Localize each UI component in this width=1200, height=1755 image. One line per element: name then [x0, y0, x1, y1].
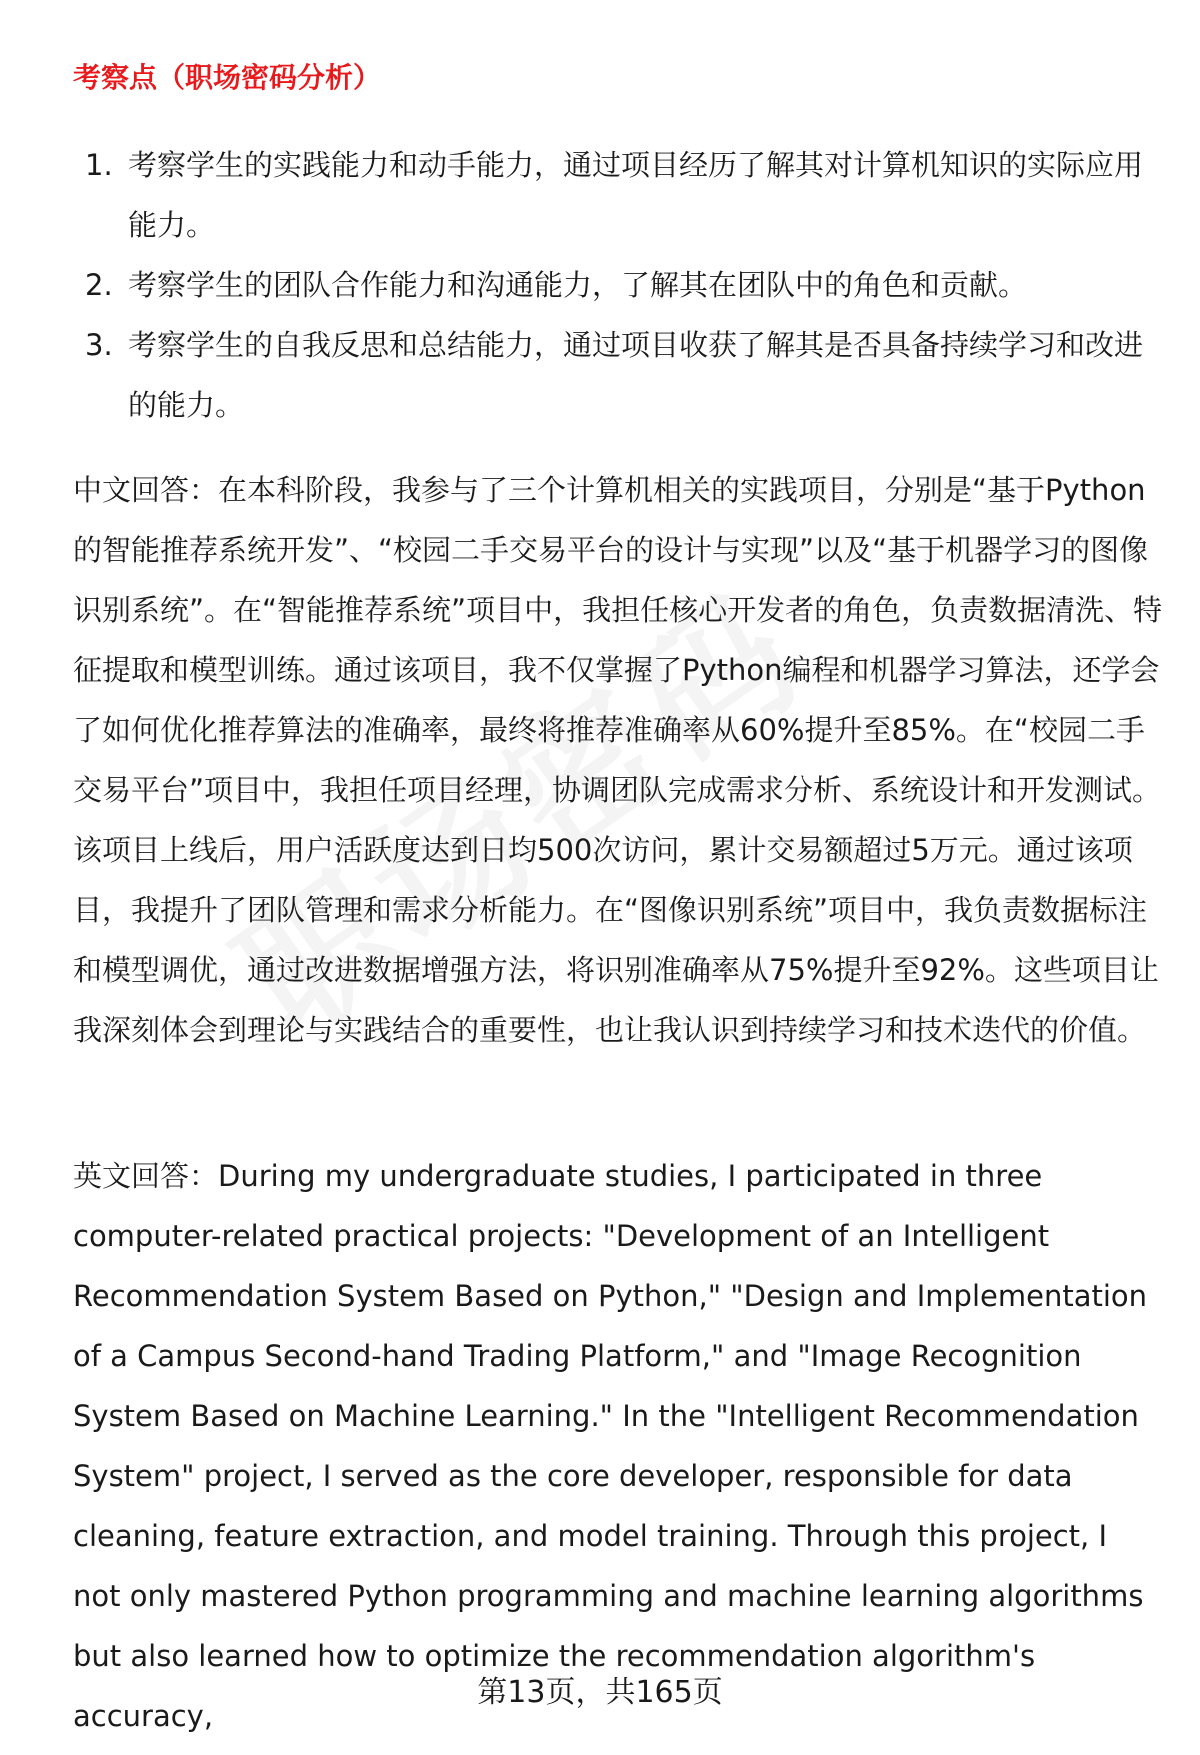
list-item-number: 2.	[85, 268, 113, 302]
chinese-answer-label: 中文回答：	[73, 473, 219, 507]
english-answer	[73, 1146, 1163, 1746]
list-item-text: 考察学生的实践能力和动手能力，通过项目经历了解其对计算机知识的实际应用能力。	[128, 148, 1144, 242]
list-item	[73, 315, 1153, 435]
list-item	[73, 135, 1153, 255]
chinese-answer-text: 在本科阶段，我参与了三个计算机相关的实践项目，分别是“基于Python的智能推荐系统开发”、“校园二手交易平台的设计与实现”以及“基于机器学习的图像识别系统”。在“智能推荐系统”项目中，我担任核心开发者的角色，负责数据清洗、特征提取和模型训练。通过该项目，我不仅掌握了Python编程和机器学习算法，还学会了如何优化推荐算法的准确率，最终将推荐准确率从60%提升至85%。在“校园二手交易平台”项目中，我担任项目经理，协调团队完成需求分析、系统设计和开发测试。该项目上线后，用户活跃度达到日均500次访问，累计交易额超过5万元。通过该项目，我提升了团队管理和需求分析能力。在“图像识别系统”项目中，我负责数据标注和模型调优，通过改进数据增强方法，将识别准确率从75%提升至92%。这些项目让我深刻体会到理论与实践结合的重要性，也让我认识到持续学习和技术迭代的价值。	[73, 473, 1163, 1047]
assessment-points-list	[73, 135, 1153, 435]
chinese-answer	[73, 460, 1163, 1060]
list-item	[73, 255, 1153, 315]
english-answer-label: 英文回答：	[73, 1159, 219, 1193]
list-item-number: 1.	[85, 148, 113, 182]
section-title: 考察点（职场密码分析）	[73, 61, 382, 94]
list-item-text: 考察学生的团队合作能力和沟通能力，了解其在团队中的角色和贡献。	[128, 268, 1028, 302]
english-answer-text: During my undergraduate studies, I participated in three computer-related practical projects: "Development of an Intelligent Recommendation System Based on Python," "Design and Implementation of a Campus Second-hand Trading Platform," and "Image Recognition System Based on Machine Learning." In the "Intelligent Recommendation System" project, I served as the core developer, responsible for data cleaning, feature extraction, and model training. Through this project, I not only mastered Python programming and machine learning algorithms but also learned how to optimize the recommendation algorithm's accuracy,	[73, 1159, 1148, 1733]
list-item-text: 考察学生的自我反思和总结能力，通过项目收获了解其是否具备持续学习和改进的能力。	[128, 328, 1144, 422]
page-number-footer: 第13页，共165页	[477, 1675, 723, 1710]
list-item-number: 3.	[85, 328, 113, 362]
